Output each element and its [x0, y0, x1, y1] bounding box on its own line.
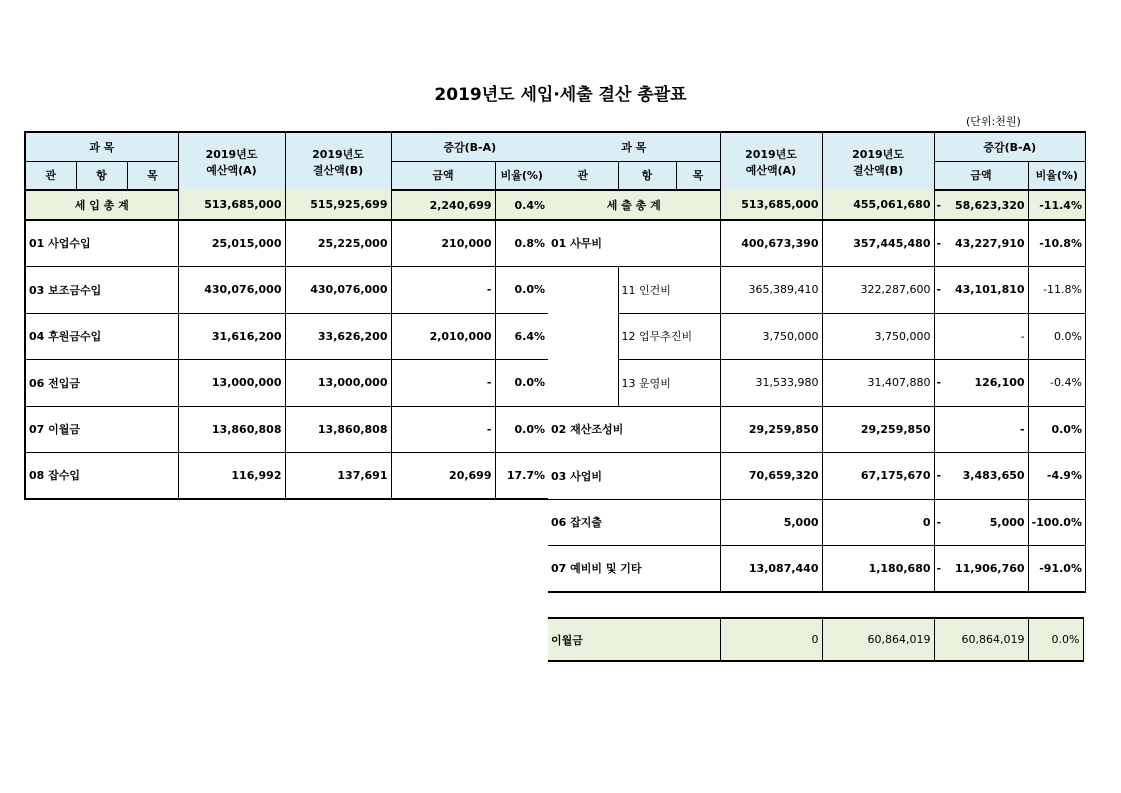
- income-ratio-header: 비율(%): [495, 161, 548, 190]
- expense-row-sign: -: [934, 266, 944, 313]
- unit-label: (단위:천원): [966, 115, 1021, 128]
- expense-total-budget: 513,685,000: [720, 190, 822, 220]
- expense-mok-header: 목: [676, 161, 720, 190]
- expense-row-amount: -: [944, 313, 1028, 359]
- carryover-settle: 60,864,019: [822, 618, 934, 661]
- income-row-ratio: 0.0%: [495, 266, 548, 313]
- income-row-label: 01 사업수입: [25, 220, 178, 266]
- expense-row-settle: 0: [822, 499, 934, 545]
- income-total-settle: 515,925,699: [285, 190, 391, 220]
- income-row-budget: 13,000,000: [178, 359, 285, 406]
- income-total-ratio: 0.4%: [495, 190, 548, 220]
- expense-row-sign: -: [934, 545, 944, 592]
- expense-gwan-blank: [548, 266, 618, 406]
- expense-row-amount: 11,906,760: [944, 545, 1028, 592]
- expense-row-settle: 1,180,680: [822, 545, 934, 592]
- expense-ratio-header: 비율(%): [1028, 161, 1085, 190]
- expense-row-amount: 126,100: [944, 359, 1028, 406]
- expense-row-budget: 70,659,320: [720, 452, 822, 499]
- expense-row-label: 01 사무비: [548, 220, 720, 266]
- expense-subject-header: 과 목: [548, 132, 720, 161]
- table-row: [25, 359, 548, 406]
- expense-total-label: 세 출 총 계: [548, 190, 720, 220]
- expense-row-settle: 31,407,880: [822, 359, 934, 406]
- income-row-label: 03 보조금수입: [25, 266, 178, 313]
- income-row-amount: 2,010,000: [391, 313, 495, 359]
- income-change-header: 증감(B-A): [391, 132, 548, 161]
- income-row-budget: 13,860,808: [178, 406, 285, 452]
- carryover-row: [548, 618, 1083, 661]
- table-row: [548, 313, 1085, 359]
- expense-row-ratio: -4.9%: [1028, 452, 1085, 499]
- expense-settle-label: 결산액(B): [852, 163, 904, 177]
- expense-row-settle: 3,750,000: [822, 313, 934, 359]
- income-budget-year: 2019년도: [205, 147, 258, 161]
- expense-row-budget: 400,673,390: [720, 220, 822, 266]
- expense-row-label: 11 인건비: [618, 266, 720, 313]
- income-total-budget: 513,685,000: [178, 190, 285, 220]
- expense-row-settle: 67,175,670: [822, 452, 934, 499]
- table-row: [25, 452, 548, 499]
- expense-row-ratio: 0.0%: [1028, 406, 1085, 452]
- income-row-budget: 31,616,200: [178, 313, 285, 359]
- expense-row-budget: 29,259,850: [720, 406, 822, 452]
- income-row-budget: 430,076,000: [178, 266, 285, 313]
- expense-row-sign: -: [934, 452, 944, 499]
- expense-row-amount: 43,227,910: [944, 220, 1028, 266]
- income-amount-header: 금액: [391, 161, 495, 190]
- expense-amount-header: 금액: [934, 161, 1028, 190]
- table-row: [548, 452, 1085, 499]
- table-row: [548, 266, 1085, 313]
- income-row-settle: 13,860,808: [285, 406, 391, 452]
- income-row-amount: -: [391, 406, 495, 452]
- expense-total-sign: -: [934, 190, 944, 220]
- expense-row-sign: [934, 406, 944, 452]
- expense-total-settle: 455,061,680: [822, 190, 934, 220]
- income-row-amount: 210,000: [391, 220, 495, 266]
- expense-settle-header: [822, 132, 934, 190]
- expense-row-ratio: -91.0%: [1028, 545, 1085, 592]
- expense-row-budget: 13,087,440: [720, 545, 822, 592]
- expense-row-amount: -: [944, 406, 1028, 452]
- income-row-label: 08 잡수입: [25, 452, 178, 499]
- income-row-ratio: 17.7%: [495, 452, 548, 499]
- expense-budget-year: 2019년도: [745, 147, 797, 161]
- expense-row-budget: 3,750,000: [720, 313, 822, 359]
- income-mok-header: 목: [127, 161, 178, 190]
- income-row-ratio: 6.4%: [495, 313, 548, 359]
- expense-table: [548, 131, 1086, 593]
- income-budget-header: [178, 132, 285, 190]
- table-row: [25, 406, 548, 452]
- income-row-amount: 20,699: [391, 452, 495, 499]
- income-row-settle: 33,626,200: [285, 313, 391, 359]
- income-settle-label: 결산액(B): [312, 163, 364, 177]
- income-row-ratio: 0.8%: [495, 220, 548, 266]
- carryover-budget: 0: [720, 618, 822, 661]
- income-row-settle: 137,691: [285, 452, 391, 499]
- expense-row-sign: -: [934, 359, 944, 406]
- expense-row-amount: 43,101,810: [944, 266, 1028, 313]
- table-row: [548, 359, 1085, 406]
- income-table: [24, 131, 548, 500]
- expense-row-settle: 29,259,850: [822, 406, 934, 452]
- table-row: [548, 545, 1085, 592]
- expense-row-label: 03 사업비: [548, 452, 720, 499]
- income-total-amount: 2,240,699: [391, 190, 495, 220]
- income-row-label: 04 후원금수입: [25, 313, 178, 359]
- expense-row-amount: 5,000: [944, 499, 1028, 545]
- income-row-amount: -: [391, 266, 495, 313]
- expense-row-settle: 357,445,480: [822, 220, 934, 266]
- income-row-ratio: 0.0%: [495, 359, 548, 406]
- expense-row-ratio: -11.8%: [1028, 266, 1085, 313]
- expense-row-ratio: 0.0%: [1028, 313, 1085, 359]
- expense-budget-label: 예산액(A): [745, 163, 797, 177]
- carryover-ratio: 0.0%: [1028, 618, 1083, 661]
- income-row-settle: 430,076,000: [285, 266, 391, 313]
- expense-row-label: 13 운영비: [618, 359, 720, 406]
- expense-row-label: 07 예비비 및 기타: [548, 545, 720, 592]
- income-budget-label: 예산액(A): [206, 163, 257, 177]
- income-row-label: 06 전입금: [25, 359, 178, 406]
- income-row-budget: 25,015,000: [178, 220, 285, 266]
- income-row-budget: 116,992: [178, 452, 285, 499]
- expense-row-ratio: -0.4%: [1028, 359, 1085, 406]
- income-settle-year: 2019년도: [312, 147, 364, 161]
- expense-row-label: 02 재산조성비: [548, 406, 720, 452]
- page-title: 2019년도 세입·세출 결산 총괄표: [434, 85, 687, 105]
- income-row-amount: -: [391, 359, 495, 406]
- income-total-row: [25, 190, 548, 220]
- expense-budget-header: [720, 132, 822, 190]
- carryover-amount: 60,864,019: [934, 618, 1028, 661]
- table-row: [548, 406, 1085, 452]
- table-row: [25, 313, 548, 359]
- expense-row-sign: -: [934, 499, 944, 545]
- income-row-ratio: 0.0%: [495, 406, 548, 452]
- income-subject-header: 과 목: [25, 132, 178, 161]
- expense-row-budget: 31,533,980: [720, 359, 822, 406]
- expense-settle-year: 2019년도: [852, 147, 904, 161]
- expense-row-label: 06 잡지출: [548, 499, 720, 545]
- income-total-label: 세 입 총 계: [25, 190, 178, 220]
- expense-row-ratio: -100.0%: [1028, 499, 1085, 545]
- income-row-settle: 25,225,000: [285, 220, 391, 266]
- expense-hang-header: 항: [618, 161, 676, 190]
- expense-row-ratio: -10.8%: [1028, 220, 1085, 266]
- income-row-settle: 13,000,000: [285, 359, 391, 406]
- table-row: [25, 220, 548, 266]
- expense-row-sign: [934, 313, 944, 359]
- expense-row-settle: 322,287,600: [822, 266, 934, 313]
- expense-total-row: [548, 190, 1085, 220]
- table-row: [548, 499, 1085, 545]
- table-row: [25, 266, 548, 313]
- expense-total-amount: 58,623,320: [944, 190, 1028, 220]
- expense-gwan-header: 관: [548, 161, 618, 190]
- carryover-label: 이월금: [548, 618, 720, 661]
- income-row-label: 07 이월금: [25, 406, 178, 452]
- expense-change-header: 증감(B-A): [934, 132, 1085, 161]
- expense-total-ratio: -11.4%: [1028, 190, 1085, 220]
- carryover-table: [548, 617, 1084, 662]
- income-gwan-header: 관: [25, 161, 76, 190]
- income-hang-header: 항: [76, 161, 127, 190]
- table-row: [548, 220, 1085, 266]
- expense-row-amount: 3,483,650: [944, 452, 1028, 499]
- expense-row-budget: 5,000: [720, 499, 822, 545]
- income-settle-header: [285, 132, 391, 190]
- expense-row-label: 12 업무추진비: [618, 313, 720, 359]
- expense-row-sign: -: [934, 220, 944, 266]
- expense-row-budget: 365,389,410: [720, 266, 822, 313]
